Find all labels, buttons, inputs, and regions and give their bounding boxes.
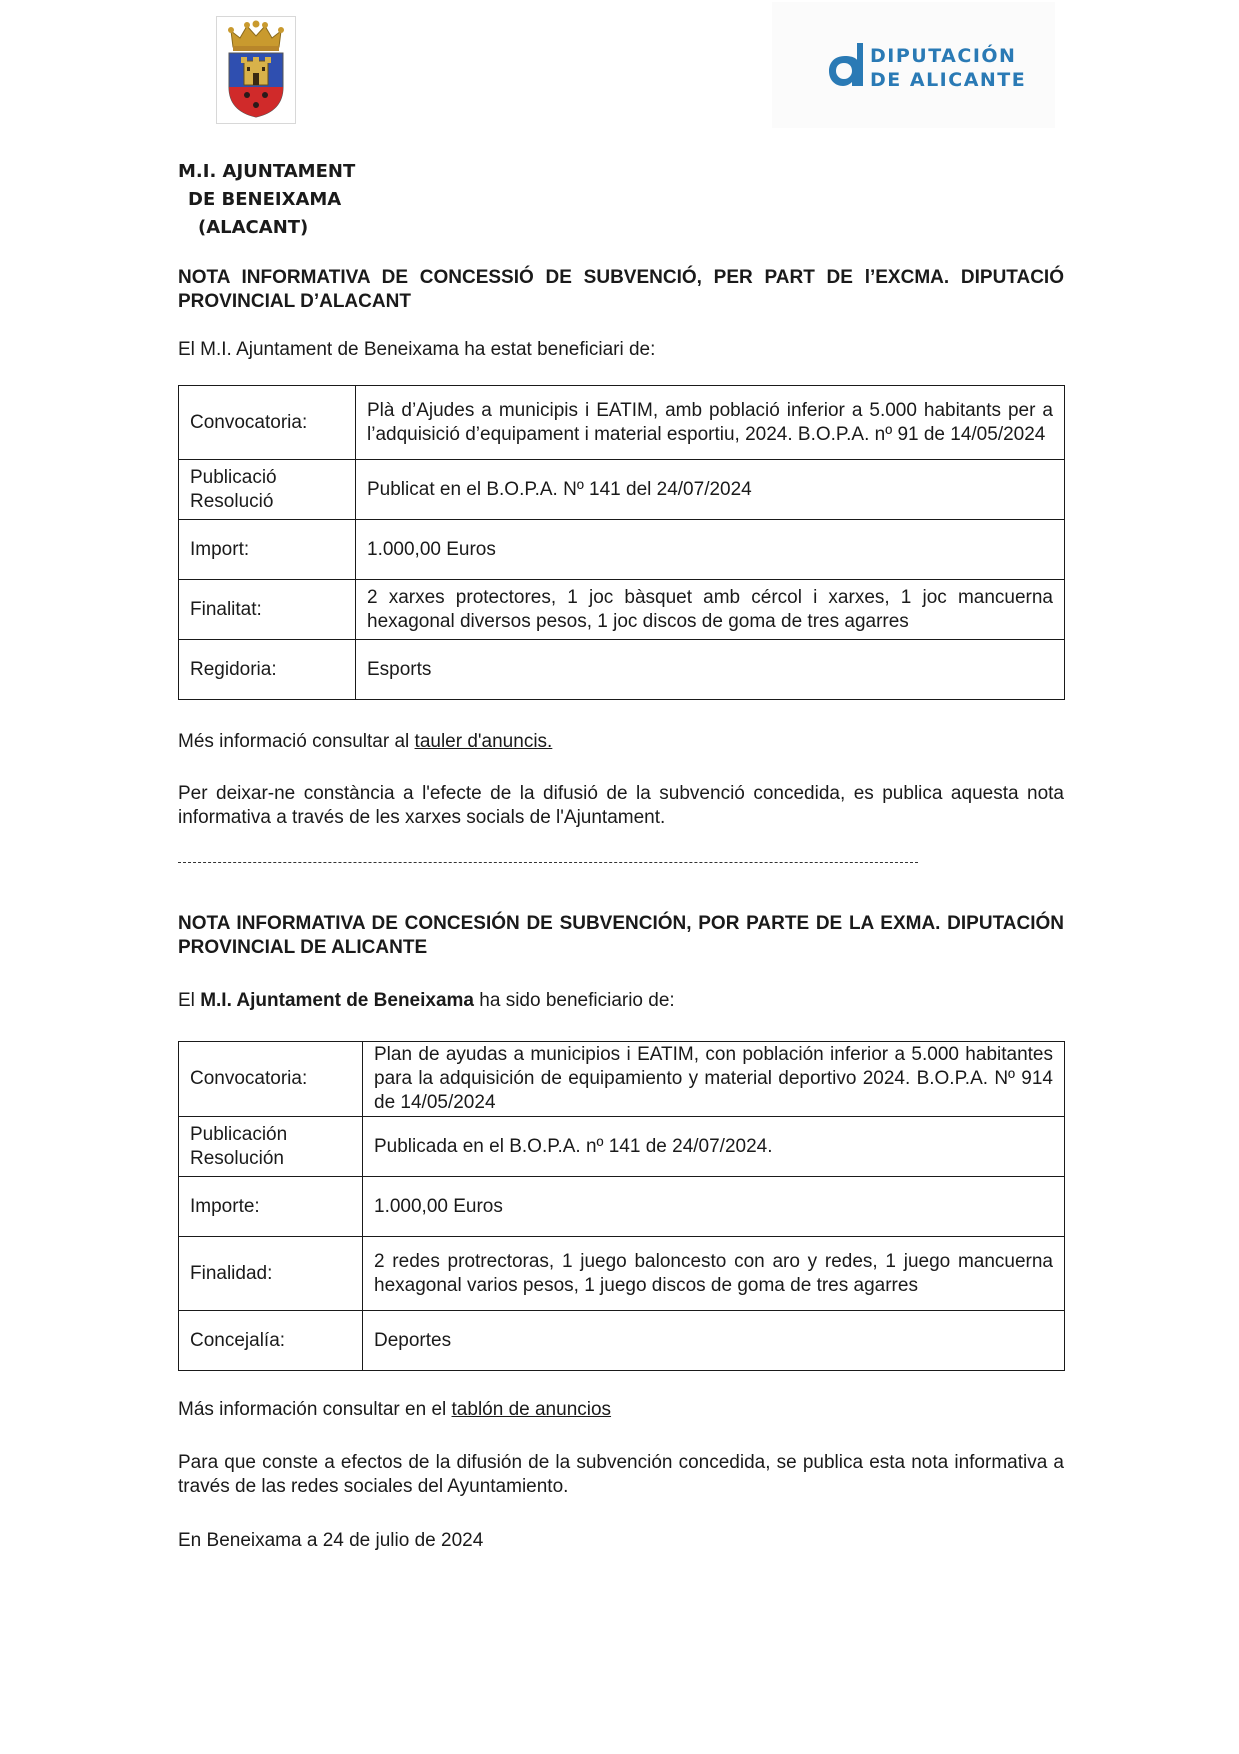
section-separator xyxy=(178,862,918,863)
table-value: Publicat en el B.O.P.A. Nº 141 del 24/07/2024 xyxy=(356,460,1065,520)
intro-suffix: ha sido beneficiario de: xyxy=(479,990,675,1011)
table-key: Publicación Resolución xyxy=(179,1117,363,1177)
table-value: 1.000,00 Euros xyxy=(356,520,1065,580)
table-key: Concejalía: xyxy=(179,1311,363,1371)
table-value: 1.000,00 Euros xyxy=(363,1177,1065,1237)
table-row xyxy=(179,1177,1065,1237)
table-key: Regidoria: xyxy=(179,640,356,700)
table-row xyxy=(179,520,1065,580)
table-key: Finalitat: xyxy=(179,580,356,640)
table-row xyxy=(179,1311,1065,1371)
table-key: Convocatoria: xyxy=(179,386,356,460)
table-value: Publicada en el B.O.P.A. nº 141 de 24/07/2024. xyxy=(363,1117,1065,1177)
logo-text-line1: DIPUTACIÓN xyxy=(870,45,1017,67)
table-value: Deportes xyxy=(363,1311,1065,1371)
entity-line1: M.I. AJUNTAMENT xyxy=(178,161,356,182)
table-value: Plan de ayudas a municipios i EATIM, con población inferior a 5.000 habitantes para la adquisición de equipamiento y material deportivo 2024. B.O.P.A. Nº 914 de 14/05/2024 xyxy=(363,1042,1065,1117)
table-row xyxy=(179,386,1065,460)
table-key: Import: xyxy=(179,520,356,580)
valencian-closing: Per deixar-ne constància a l'efecte de la difusió de la subvenció concedida, es publica aquesta nota informativa a través de les xarxes socials de l'Ajuntament. xyxy=(178,783,1064,828)
spanish-closing: Para que conste a efectos de la difusión de la subvención concedida, se publica esta nota informativa a través de las redes sociales del Ayuntamiento. xyxy=(178,1452,1064,1497)
intro-prefix: El xyxy=(178,990,195,1011)
date-line: En Beneixama a 24 de julio de 2024 xyxy=(178,1530,484,1551)
valencian-heading: NOTA INFORMATIVA DE CONCESSIÓ DE SUBVENCIÓ, PER PART DE l’EXCMA. DIPUTACIÓ PROVINCIAL D’ALACANT xyxy=(178,267,1064,312)
valencian-grant-table xyxy=(178,385,1065,700)
spanish-more-info xyxy=(178,1398,1064,1422)
table-row xyxy=(179,460,1065,520)
table-key: Publicació Resolució xyxy=(179,460,356,520)
table-row xyxy=(179,1237,1065,1311)
table-value: 2 xarxes protectores, 1 joc bàsquet amb cércol i xarxes, 1 joc mancuerna hexagonal diversos pesos, 1 joc discos de goma de tres agarres xyxy=(356,580,1065,640)
spanish-intro xyxy=(178,989,1064,1013)
table-value: Esports xyxy=(356,640,1065,700)
logo-text-line2: DE ALICANTE xyxy=(870,69,1027,91)
entity-name xyxy=(178,158,355,242)
entity-line2: DE BENEIXAMA xyxy=(188,189,342,210)
notice-board-link[interactable]: tablón de anuncios xyxy=(451,1399,612,1420)
valencian-more-info xyxy=(178,730,1064,754)
diputacion-alicante-logo xyxy=(772,2,1055,128)
valencian-intro: El M.I. Ajuntament de Beneixama ha estat beneficiari de: xyxy=(178,339,656,360)
table-row xyxy=(179,580,1065,640)
more-info-text: Más información consultar en el xyxy=(178,1399,447,1420)
spanish-grant-table xyxy=(178,1041,1065,1371)
entity-line3: (ALACANT) xyxy=(198,217,309,238)
table-row xyxy=(179,640,1065,700)
diputacion-mark-icon xyxy=(824,42,864,88)
table-key: Convocatoria: xyxy=(179,1042,363,1117)
table-value: Plà d’Ajudes a municipis i EATIM, amb població inferior a 5.000 habitants per a l’adquisició d’equipament i material esportiu, 2024. B.O.P.A. nº 91 de 14/05/2024 xyxy=(356,386,1065,460)
table-row xyxy=(179,1042,1065,1117)
notice-board-link[interactable]: tauler d'anuncis. xyxy=(414,731,553,752)
intro-entity: M.I. Ajuntament de Beneixama xyxy=(200,990,474,1011)
more-info-text: Més informació consultar al xyxy=(178,731,410,752)
table-key: Importe: xyxy=(179,1177,363,1237)
table-row xyxy=(179,1117,1065,1177)
table-key: Finalidad: xyxy=(179,1237,363,1311)
table-value: 2 redes protrectoras, 1 juego baloncesto con aro y redes, 1 juego mancuerna hexagonal varios pesos, 1 juego discos de goma de tres agarres xyxy=(363,1237,1065,1311)
spanish-heading: NOTA INFORMATIVA DE CONCESIÓN DE SUBVENCIÓN, POR PARTE DE LA EXMA. DIPUTACIÓN PROVINCIAL DE ALICANTE xyxy=(178,913,1064,958)
coat-of-arms-logo xyxy=(216,16,296,124)
